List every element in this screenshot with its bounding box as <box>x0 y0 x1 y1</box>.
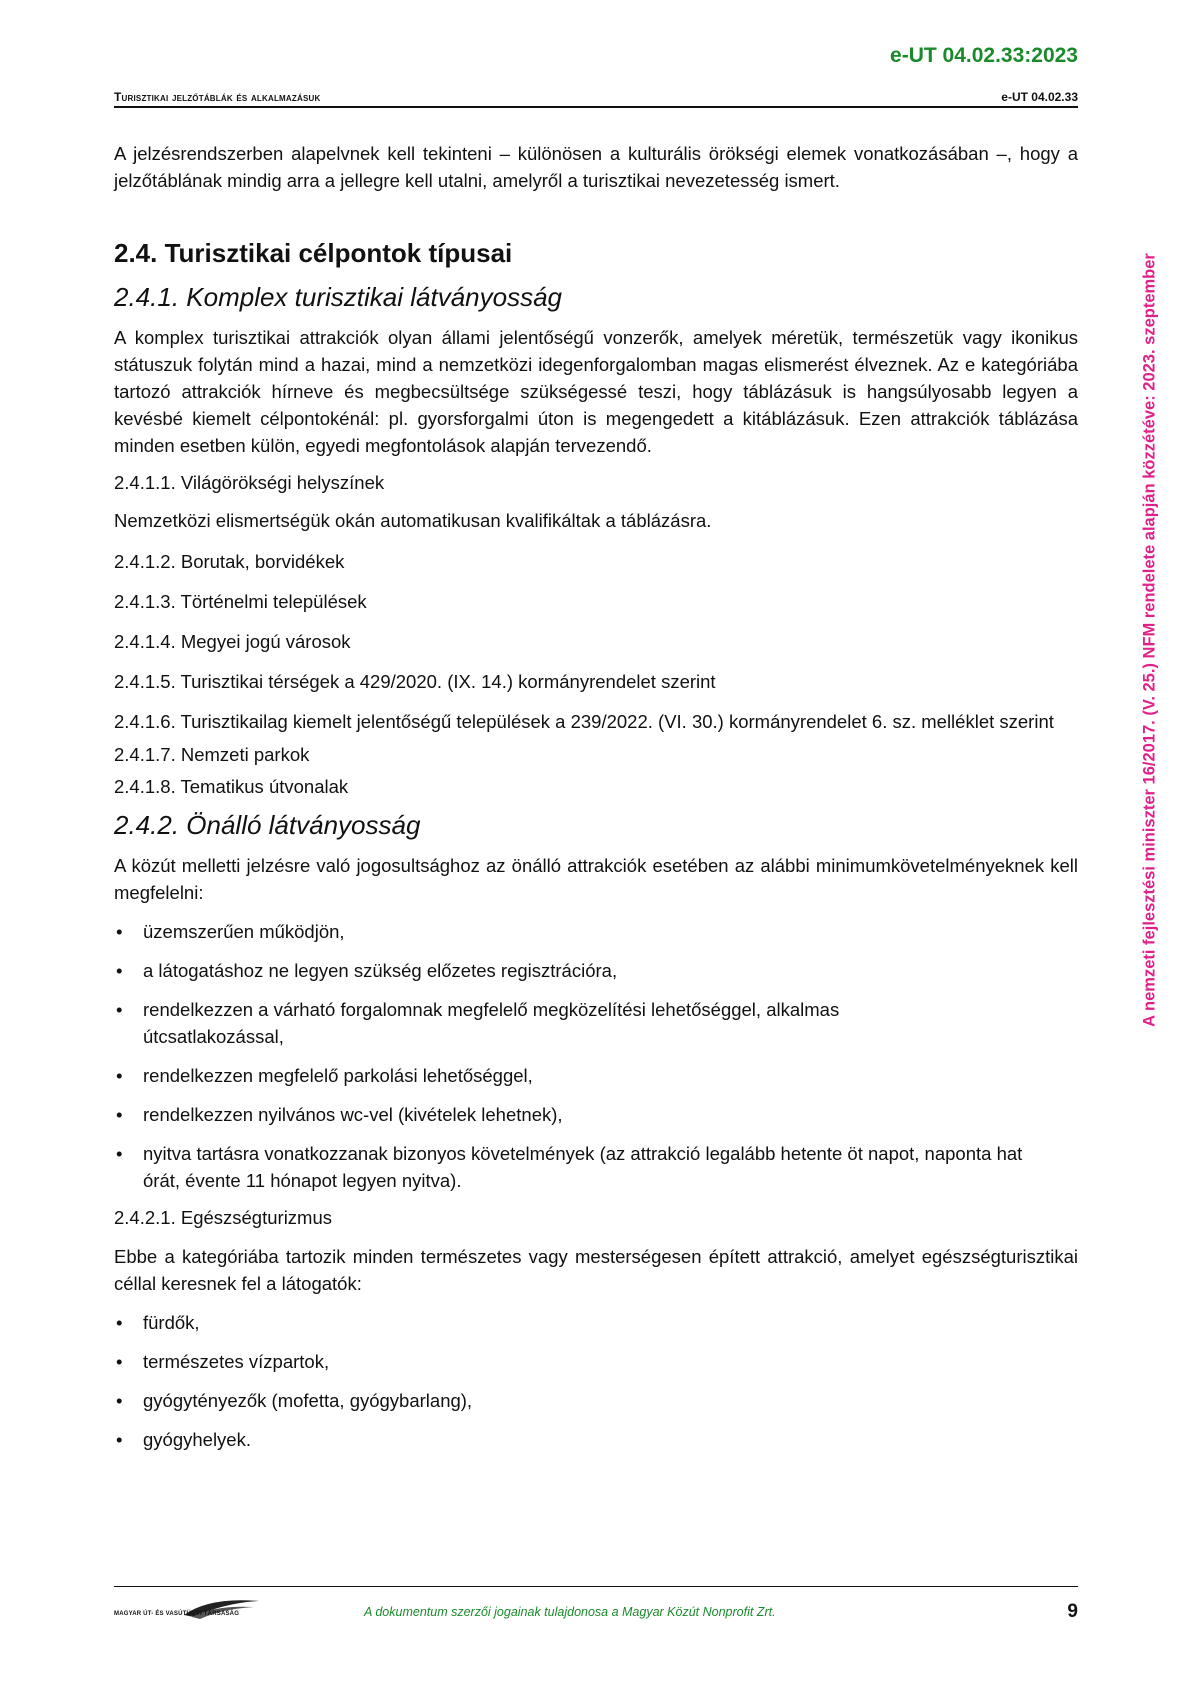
intro-paragraph: A jelzésrendszerben alapelvnek kell tekinteni – különösen a kulturális örökségi elemek vonatkozásában –, hogy a jelzőtáblának mindig arra a jellegre kell utalni, amelyről a turisztikai nevezetesség ismert. <box>114 143 1078 191</box>
paragraph-2-4-2: A közút melletti jelzésre való jogosultsághoz az önálló attrakciók esetében az alábbi minimumkövetelményeknek kell megfelelni: <box>114 855 1078 903</box>
list-item: 2.4.1.6. Turisztikailag kiemelt jelentőségű települések a 239/2022. (VI. 30.) kormányrendelet 6. sz. melléklet szerint <box>114 711 1054 732</box>
bullet-item: • a látogatáshoz ne legyen szükség előzetes regisztrációra, <box>114 957 1078 984</box>
bullet-item: • természetes vízpartok, <box>114 1348 1078 1375</box>
list-item: 2.4.1.5. Turisztikai térségek a 429/2020. (IX. 14.) kormányrendelet szerint <box>114 671 716 692</box>
bullet-icon: • <box>116 960 123 981</box>
bullet-item: • fürdők, <box>114 1309 1078 1336</box>
subsection-heading-2-4-1: 2.4.1. Komplex turisztikai látványosság <box>114 282 562 312</box>
bullet-icon: • <box>116 1429 123 1450</box>
bullet-item: • gyógytényezők (mofetta, gyógybarlang), <box>114 1387 1078 1414</box>
copyright-notice: A dokumentum szerzői jogainak tulajdonosa a Magyar Közút Nonprofit Zrt. <box>364 1605 776 1619</box>
page-content <box>114 140 1078 1465</box>
requirements-list <box>114 918 1078 1194</box>
bullet-icon: • <box>116 999 123 1020</box>
list-item: 2.4.1.2. Borutak, borvidékek <box>114 551 345 572</box>
bullet-icon: • <box>116 1143 123 1164</box>
section-heading-2-4: 2.4. Turisztikai célpontok típusai <box>114 238 513 268</box>
bullet-icon: • <box>116 1312 123 1333</box>
list-item: 2.4.1.8. Tematikus útvonalak <box>114 776 349 797</box>
society-logo-icon <box>114 1595 264 1625</box>
header-code: e-UT 04.02.33 <box>1001 90 1078 104</box>
bullet-item: • üzemszerűen működjön, <box>114 918 1078 945</box>
page-number: 9 <box>1067 1601 1078 1622</box>
item-body-2-4-1-1: Nemzetközi elismertségük okán automatikusan kvalifikáltak a táblázásra. <box>114 510 712 531</box>
bullet-item: • nyitva tartásra vonatkozzanak bizonyos követelmények (az attrakció legalább hetente öt napot, naponta hat órát, évente 11 hónapot legyen nyitva). <box>114 1140 1078 1194</box>
list-item: 2.4.1.3. Történelmi települések <box>114 591 367 612</box>
list-item: 2.4.1.7. Nemzeti parkok <box>114 744 310 765</box>
bullet-item: • gyógyhelyek. <box>114 1426 1078 1453</box>
item-title-2-4-2-1: 2.4.2.1. Egészségturizmus <box>114 1207 332 1228</box>
bullet-item: • rendelkezzen megfelelő parkolási lehetőséggel, <box>114 1062 1078 1089</box>
subsection-heading-2-4-2: 2.4.2. Önálló látványosság <box>114 810 421 840</box>
logo-text: MAGYAR ÚT- ÉS VASÚTÜGYI TÁRSASÁG <box>114 1611 240 1617</box>
bullet-icon: • <box>116 1390 123 1411</box>
bullet-icon: • <box>116 1104 123 1125</box>
page-footer <box>114 1586 1078 1637</box>
health-tourism-list <box>114 1309 1078 1453</box>
list-item: 2.4.1.4. Megyei jogú városok <box>114 631 351 652</box>
bullet-item: • rendelkezzen nyilvános wc-vel (kivételek lehetnek), <box>114 1101 1078 1128</box>
document-code-top: e-UT 04.02.33:2023 <box>890 44 1078 67</box>
paragraph-2-4-1: A komplex turisztikai attrakciók olyan állami jelentőségű vonzerők, amelyek méretük, természetük vagy ikonikus státuszuk folytán mind a hazai, mind a nemzetközi idegenforgalomban magas elismerést élveznek. Az e kategóriába tartozó attrakciók hírneve és megbecsültsége szükségessé teszi, hogy táblázásuk is hangsúlyosabb legyen a kevésbé kiemelt célpontokénál: pl. gyorsforgalmi úton is megengedett a kitáblázásuk. Ezen attrakciók táblázása minden esetben külön, egyedi megfontolások alapján tervezendő. <box>114 327 1078 456</box>
header-title: Turisztikai jelzőtáblák és alkalmazásuk <box>114 90 321 104</box>
side-publication-note: A nemzeti fejlesztési miniszter 16/2017. (V. 25.) NFM rendelete alapján közzétéve: 2023. szeptember <box>1140 253 1159 1027</box>
bullet-icon: • <box>116 1351 123 1372</box>
paragraph-2-4-2-1: Ebbe a kategóriába tartozik minden természetes vagy mesterségesen épített attrakció, amelyet egészségturisztikai céllal keresnek fel a látogatók: <box>114 1246 1078 1294</box>
page-header <box>114 84 1078 108</box>
bullet-icon: • <box>116 921 123 942</box>
item-title-2-4-1-1: 2.4.1.1. Világörökségi helyszínek <box>114 472 385 493</box>
bullet-icon: • <box>116 1065 123 1086</box>
bullet-item: • rendelkezzen a várható forgalomnak megfelelő megközelítési lehetőséggel, alkalmas útcsatlakozással, <box>114 996 1078 1050</box>
